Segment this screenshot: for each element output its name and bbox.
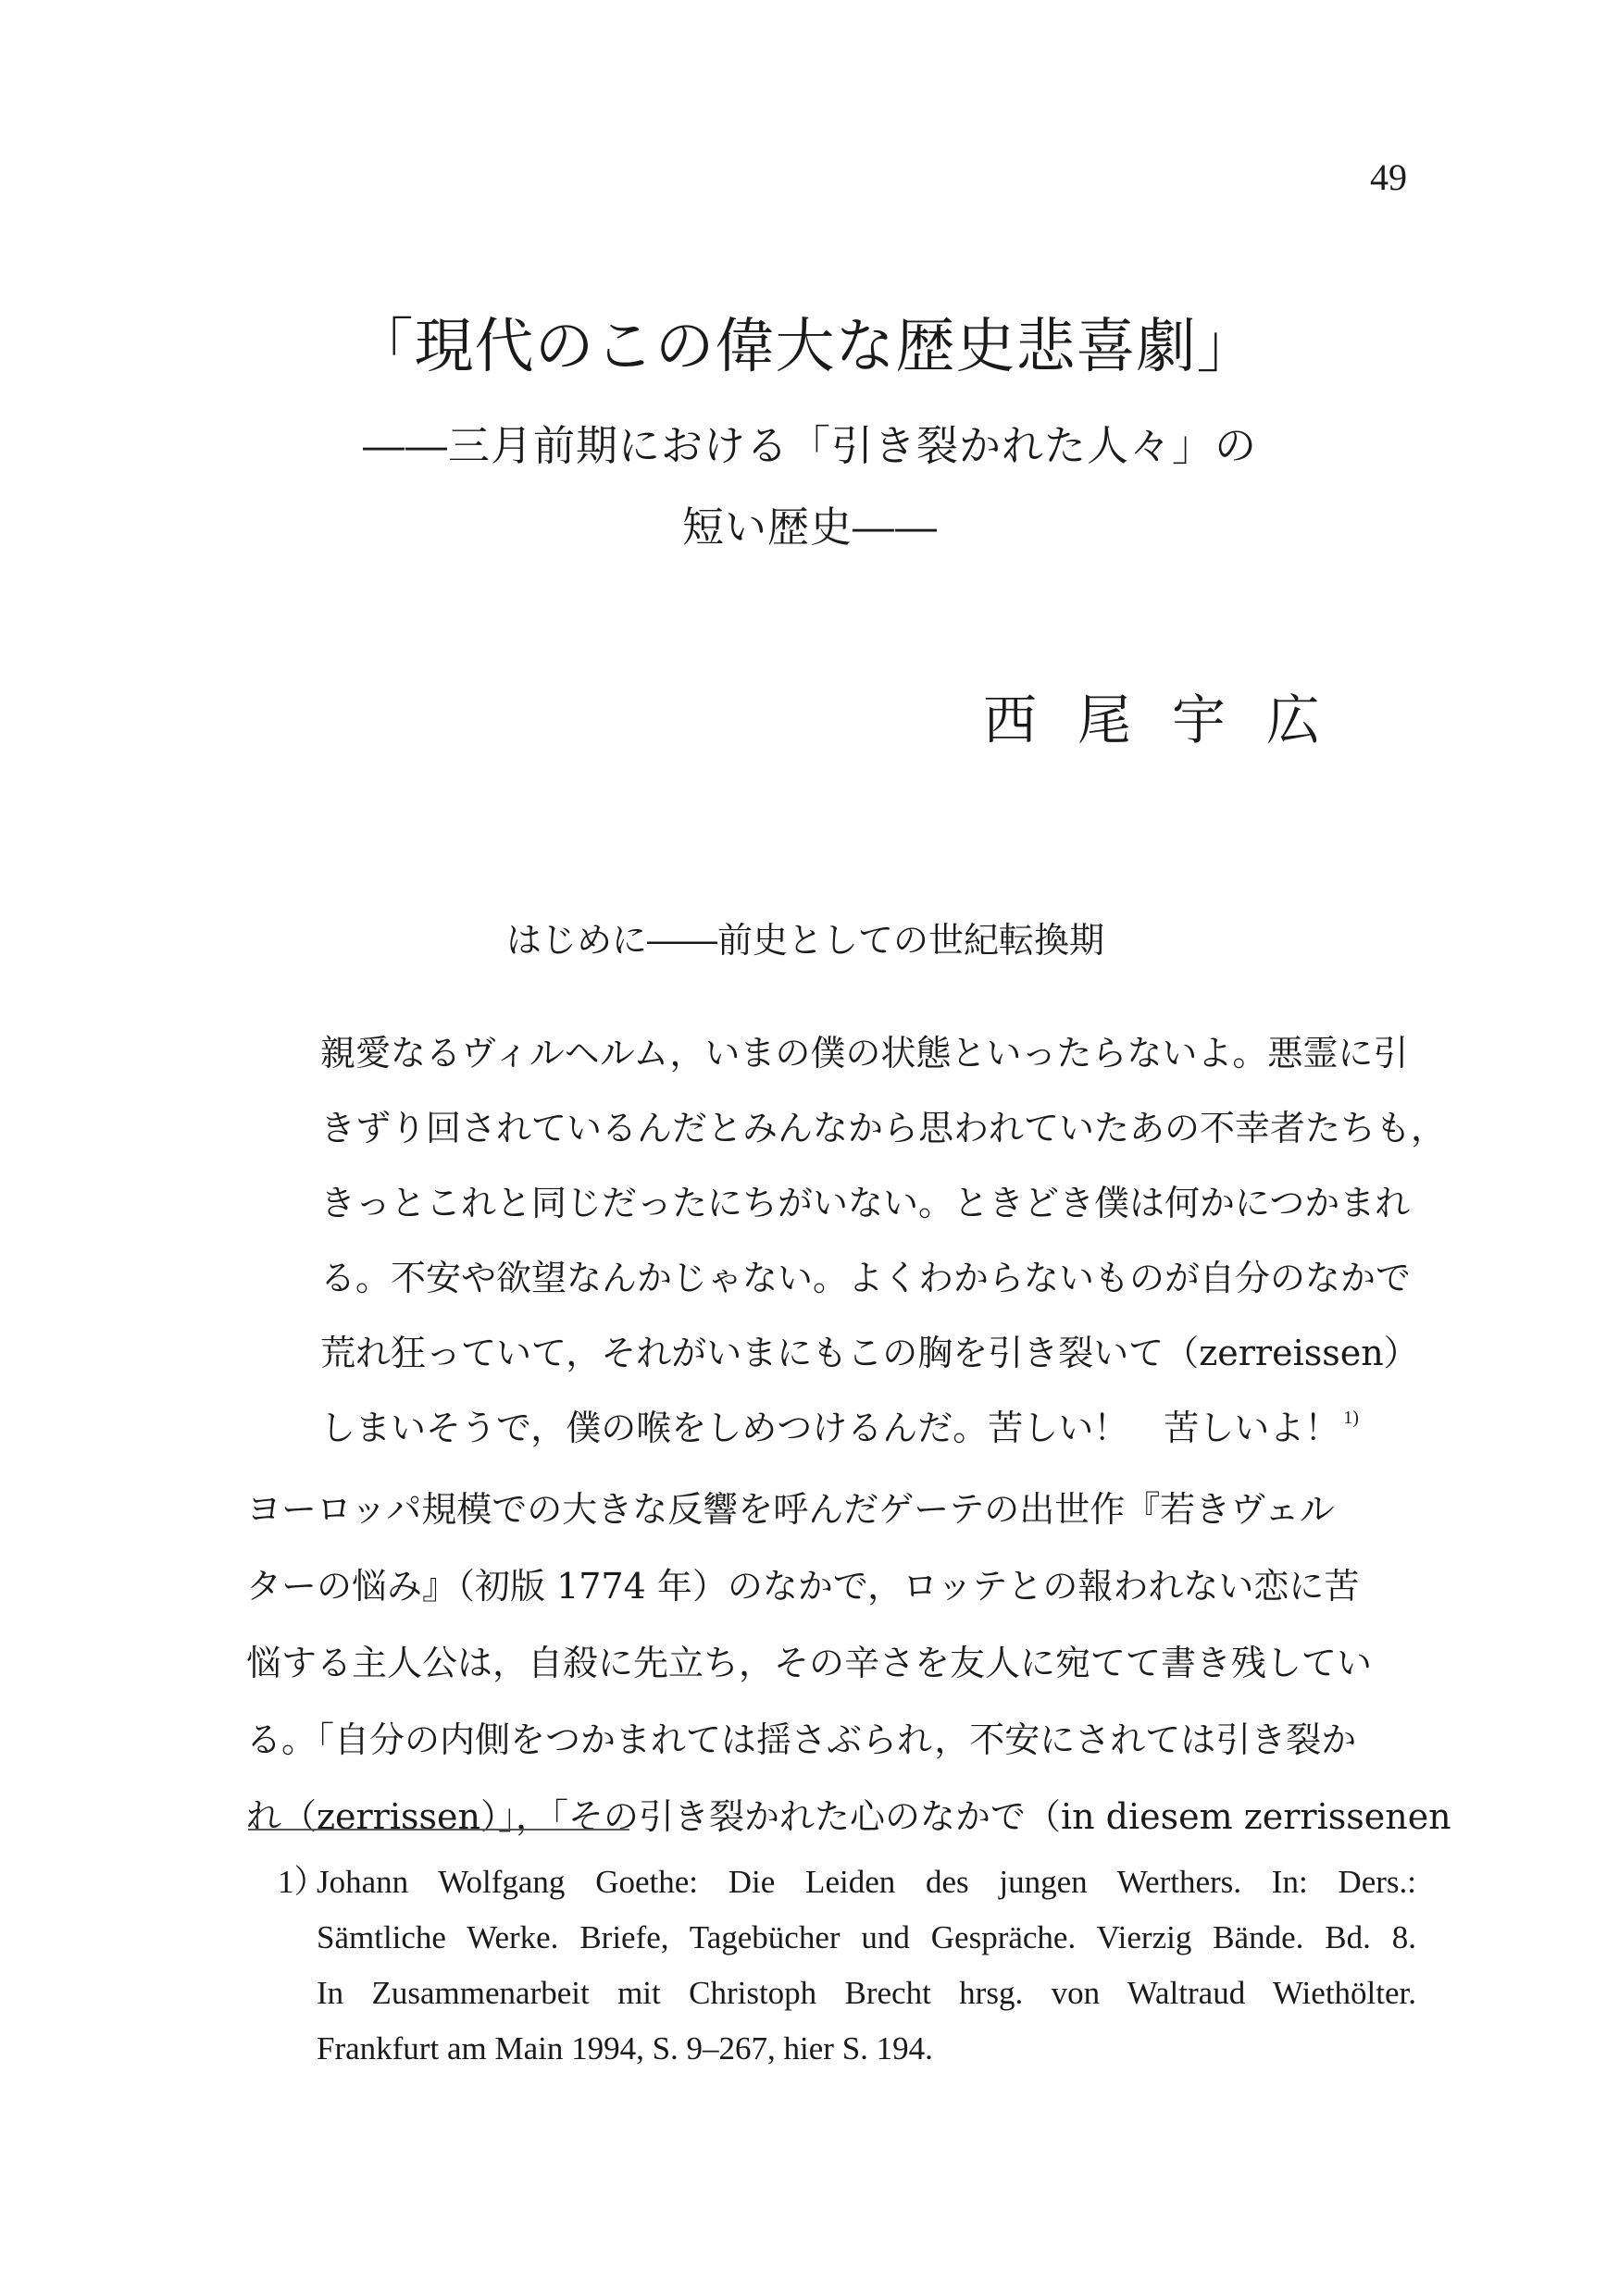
body-line: る。「自分の内側をつかまれては揺さぶられ，不安にされては引き裂か [246,1719,1357,1760]
article-title: 「現代のこの偉大な歴史悲喜劇」 [354,313,1257,381]
quote-line-text: しまいそうで，僕の喉をしめつけるんだ。苦しい！ 苦しいよ！ [320,1408,1340,1448]
subtitle-line-2: 短い歴史―― [681,503,938,552]
article-subtitle [241,405,1379,568]
page-number: 49 [1370,156,1407,198]
body-line: 悩する主人公は，自殺に先立ち，その辛さを友人に宛てて書き残してい [246,1643,1373,1683]
body-line: ターの悩み』（初版 1774 年）のなかで，ロッテとの報われない恋に苦 [246,1566,1360,1607]
footnote-1-line-2: Sämtliche Werke. Briefe, Tagebücher und Gespräche. Vierzig Bände. Bd. 8. [317,1919,1416,1955]
quote-line: きずり回されているんだとみんなから思われていたあの不幸者たちも， [320,1108,1447,1148]
body-line: れ（zerrissen）」，「その引き裂かれた心のなかで（in diesem zerrissenen [246,1796,1451,1837]
body-paragraph [246,1471,1451,1855]
quote-line: きっとこれと同じだったにちがいない。ときどき僕は何かにつかまれ [320,1183,1411,1223]
quote-line: 親愛なるヴィルヘルム，いまの僕の状態といったらないよ。悪霊に引 [320,1033,1409,1074]
footnote-reference[interactable]: 1) [1343,1408,1359,1428]
quote-line: 荒れ狂っていて，それがいまにもこの胸を引き裂いて（zerreissen） [320,1333,1419,1373]
footnote-separator [248,1829,629,1831]
quote-line-last [320,1391,1413,1466]
subtitle-line-1: ――三月前期における「引き裂かれた人々」の [362,421,1257,470]
author-name: 西尾宇広 [982,689,1361,751]
section-heading: はじめに――前史としての世紀転換期 [505,920,1104,961]
body-line: ヨーロッパ規模での大きな反響を呼んだゲーテの出世作『若きヴェル [246,1489,1335,1530]
footnote-text: Johann Wolfgang Goethe: Die Leiden des jungen Werthers. In: Ders.: [317,1864,1416,1900]
footnote-1-line-3: In Zusammenarbeit mit Christoph Brecht hrsg. von Waltraud Wiethölter. [317,1975,1416,2011]
footnote-1-line-1 [278,1855,1416,1910]
footnote-number: 1） [278,1864,327,1900]
block-quote [320,1016,1447,1466]
quote-line: る。不安や欲望なんかじゃない。よくわからないものが自分のなかで [320,1258,1412,1298]
footnotes [278,1855,1416,2077]
footnote-1-line-4: Frankfurt am Main 1994, S. 9–267, hier S. 194. [317,2030,933,2066]
